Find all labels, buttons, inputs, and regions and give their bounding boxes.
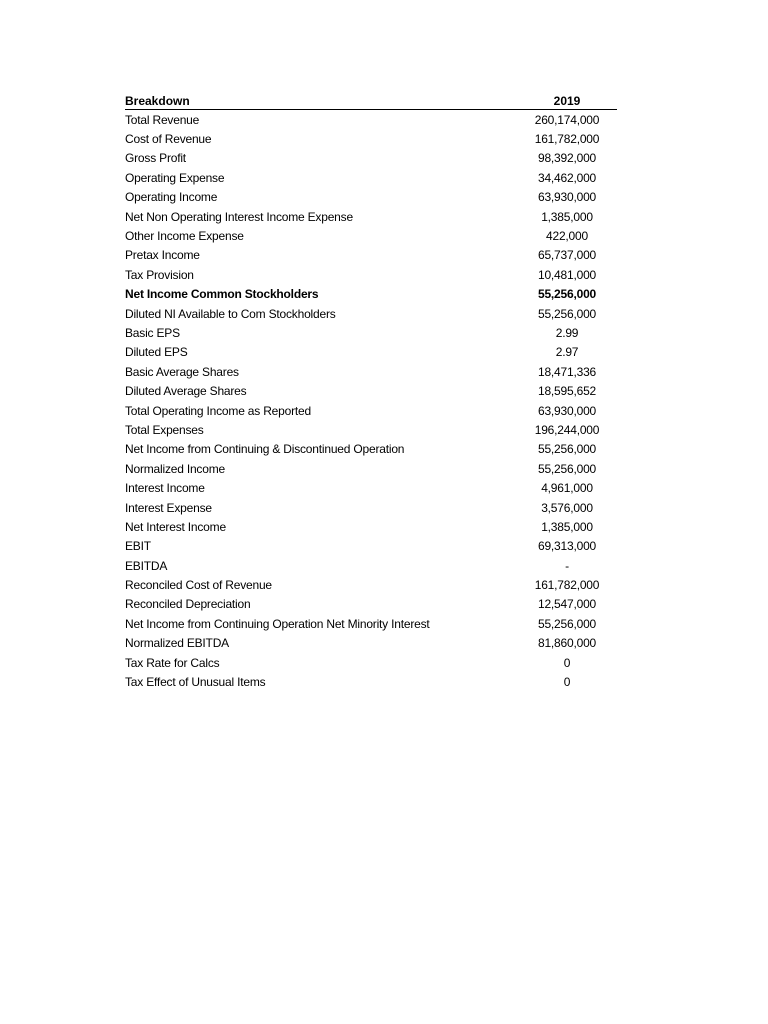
table-row	[125, 343, 617, 362]
row-value: 260,174,000	[534, 112, 600, 127]
table-row	[125, 498, 617, 517]
row-value: 1,385,000	[541, 209, 593, 224]
row-label: Interest Income	[125, 481, 205, 496]
table-row	[125, 634, 617, 653]
row-label: Basic EPS	[125, 325, 180, 340]
row-value: 0	[563, 675, 571, 690]
row-value: 2.97	[555, 345, 579, 360]
row-value: 55,256,000	[537, 461, 597, 476]
table-row	[125, 420, 617, 439]
table-row	[125, 226, 617, 245]
row-label: Operating Income	[125, 190, 218, 205]
row-label: Diluted EPS	[125, 345, 188, 360]
row-value: 2.99	[555, 325, 579, 340]
table-row	[125, 595, 617, 614]
row-label: Reconciled Cost of Revenue	[125, 578, 272, 593]
table-row	[125, 304, 617, 323]
row-value: 161,782,000	[534, 578, 600, 593]
row-label: EBITDA	[125, 558, 168, 573]
row-value: 81,860,000	[537, 636, 597, 651]
row-label: Tax Effect of Unusual Items	[125, 675, 266, 690]
row-value: 18,595,652	[537, 384, 597, 399]
row-label: Net Non Operating Interest Income Expense	[125, 209, 353, 224]
row-value: 1,385,000	[541, 519, 593, 534]
row-value: 10,481,000	[537, 267, 597, 282]
row-label: Diluted Average Shares	[125, 384, 247, 399]
row-label: Total Expenses	[125, 422, 204, 437]
row-label: Gross Profit	[125, 151, 186, 166]
table-row	[125, 265, 617, 284]
table-row	[125, 440, 617, 459]
table-row	[125, 556, 617, 575]
row-value: 3,576,000	[541, 500, 593, 515]
table-row	[125, 362, 617, 381]
row-value: 55,256,000	[537, 306, 597, 321]
table-row	[125, 110, 617, 129]
row-label: Reconciled Depreciation	[125, 597, 251, 612]
row-label: Diluted NI Available to Com Stockholders	[125, 306, 336, 321]
income-statement-table	[125, 90, 617, 692]
row-label: Basic Average Shares	[125, 364, 239, 379]
row-label: Normalized Income	[125, 461, 225, 476]
table-row	[125, 207, 617, 226]
row-value: 196,244,000	[534, 422, 600, 437]
table-row	[125, 149, 617, 168]
table-row	[125, 401, 617, 420]
row-label: Other Income Expense	[125, 229, 244, 244]
row-value: 55,256,000	[537, 616, 597, 631]
row-value: 34,462,000	[537, 170, 597, 185]
table-row	[125, 614, 617, 633]
row-label: Interest Expense	[125, 500, 212, 515]
row-label: Pretax Income	[125, 248, 200, 263]
row-value: 12,547,000	[537, 597, 597, 612]
table-row	[125, 168, 617, 187]
table-row	[125, 323, 617, 342]
row-label: Operating Expense	[125, 170, 225, 185]
row-label: EBIT	[125, 539, 151, 554]
row-label: Net Income from Continuing & Discontinued Operation	[125, 442, 405, 457]
row-value: 55,256,000	[537, 442, 597, 457]
row-value: 69,313,000	[537, 539, 597, 554]
row-value: 63,930,000	[537, 403, 597, 418]
table-row	[125, 478, 617, 497]
row-label: Net Interest Income	[125, 519, 226, 534]
breakdown-header: Breakdown	[125, 94, 190, 108]
table-row	[125, 129, 617, 148]
row-value: 422,000	[546, 229, 588, 244]
table-row	[125, 537, 617, 556]
row-value: 63,930,000	[537, 190, 597, 205]
row-label: Net Income from Continuing Operation Net Minority Interest	[125, 616, 430, 631]
table-row	[125, 285, 617, 304]
table-row	[125, 517, 617, 536]
row-label: Normalized EBITDA	[125, 636, 229, 651]
table-header	[125, 90, 617, 110]
row-label: Cost of Revenue	[125, 132, 212, 147]
row-value: 161,782,000	[534, 132, 600, 147]
year-header: 2019	[553, 94, 581, 108]
row-value: 55,256,000	[537, 287, 597, 302]
table-row	[125, 188, 617, 207]
row-value: 18,471,336	[537, 364, 597, 379]
row-value: 98,392,000	[537, 151, 597, 166]
table-body	[125, 110, 617, 692]
table-row	[125, 381, 617, 400]
row-label: Net Income Common Stockholders	[125, 287, 319, 302]
row-value: 65,737,000	[537, 248, 597, 263]
row-label: Total Revenue	[125, 112, 200, 127]
row-label: Tax Rate for Calcs	[125, 655, 220, 670]
table-row	[125, 459, 617, 478]
row-label: Total Operating Income as Reported	[125, 403, 311, 418]
row-value: 4,961,000	[541, 481, 593, 496]
row-value: 0	[563, 655, 571, 670]
row-label: Tax Provision	[125, 267, 194, 282]
row-value: -	[565, 558, 569, 573]
table-row	[125, 246, 617, 265]
table-row	[125, 672, 617, 691]
table-row	[125, 575, 617, 594]
table-row	[125, 653, 617, 672]
